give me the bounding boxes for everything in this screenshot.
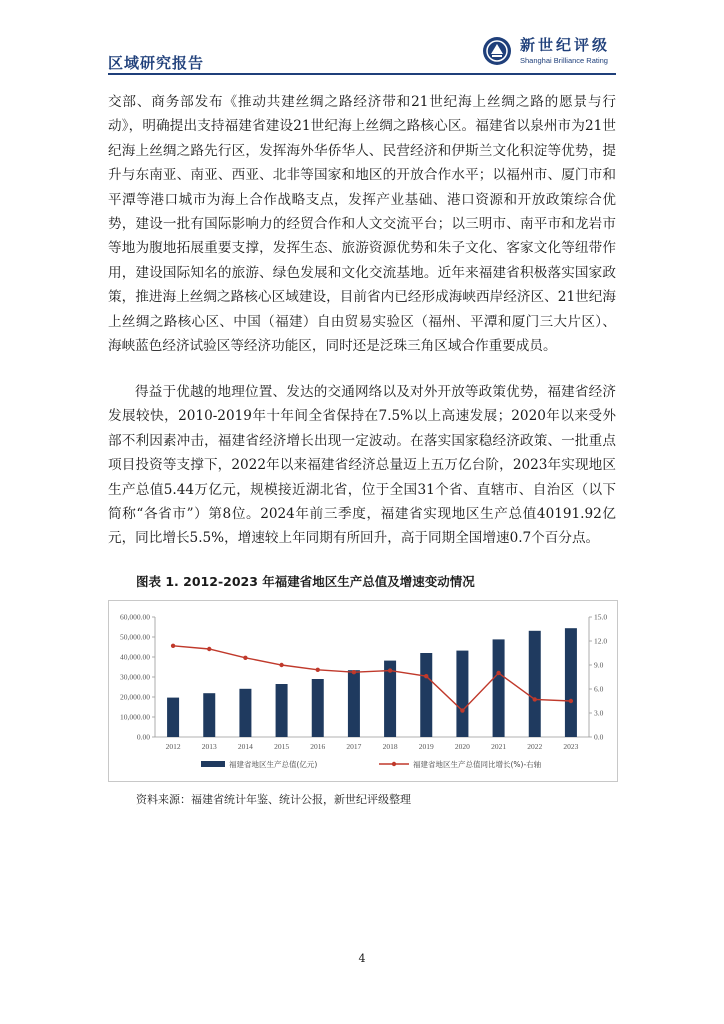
- report-title: 区域研究报告: [108, 54, 205, 72]
- gdp-bar: [420, 653, 432, 737]
- y-left-tick-label: 50,000.00: [120, 632, 150, 642]
- gdp-bar: [493, 639, 505, 737]
- growth-point: [533, 697, 537, 701]
- brand-name-cn: 新世纪评级: [520, 36, 611, 54]
- growth-point: [460, 708, 464, 712]
- legend-line-marker: [392, 762, 396, 766]
- y-right-tick-label: 6.0: [594, 684, 604, 694]
- growth-point: [279, 663, 283, 667]
- y-right-tick-label: 3.0: [594, 708, 604, 718]
- gdp-bar: [167, 698, 179, 737]
- gdp-bar: [203, 693, 215, 737]
- figure-source: 资料来源：福建省统计年鉴、统计公报，新世纪评级整理: [136, 793, 411, 806]
- x-tick-label: 2014: [237, 742, 253, 751]
- page-number: 4: [358, 952, 366, 965]
- y-left-tick-label: 60,000.00: [120, 612, 150, 622]
- y-left-tick-label: 10,000.00: [120, 712, 150, 722]
- growth-point: [569, 699, 573, 703]
- gdp-bar: [456, 651, 468, 737]
- x-tick-label: 2019: [418, 742, 434, 751]
- growth-point: [388, 668, 392, 672]
- header-divider: [108, 73, 616, 75]
- y-left-tick-label: 30,000.00: [120, 672, 150, 682]
- x-tick-label: 2016: [310, 742, 326, 751]
- x-tick-label: 2020: [454, 742, 470, 751]
- body-paragraph: 得益于优越的地理位置、发达的交通网络以及对外开放等政策优势，福建省经济发展较快，2010-2019年十年间全省保持在7.5%以上高速发展；2020年以来受外部不利因素冲击，福建省经济增长出现一定波动。在落实国家稳经济政策、一批重点项目投资等支撑下，2022年以来福建省经济总量迈上五万亿台阶，2023年实现地区生产总值5.44万亿元，规模接近湖北省，位于全国31个省、直辖市、自治区（以下简称“各省市”）第8位。2024年前三季度，福建省实现地区生产总值40191.92亿元，同比增长5.5%，增速较上年同期有所回升，高于同期全国增速0.7个百分点。: [108, 384, 616, 547]
- x-tick-label: 2021: [491, 742, 507, 751]
- growth-line: [173, 646, 571, 711]
- y-right-tick-label: 9.0: [594, 660, 604, 670]
- x-tick-label: 2017: [346, 742, 362, 751]
- gdp-bar: [529, 631, 541, 737]
- legend-bar-label: 福建省地区生产总值(亿元): [229, 760, 318, 769]
- y-right-tick-label: 15.0: [594, 612, 608, 622]
- growth-point: [171, 644, 175, 648]
- growth-point: [207, 647, 211, 651]
- brand-emblem-icon: [482, 36, 512, 66]
- growth-point: [316, 668, 320, 672]
- x-tick-label: 2013: [201, 742, 217, 751]
- brand-name-en: Shanghai Brilliance Rating: [520, 56, 608, 65]
- x-tick-label: 2022: [527, 742, 543, 751]
- x-tick-label: 2023: [563, 742, 579, 751]
- x-tick-label: 2018: [382, 742, 398, 751]
- brand-logo: [482, 34, 622, 70]
- growth-point: [243, 656, 247, 660]
- gdp-chart-svg: [109, 601, 617, 781]
- growth-point: [496, 671, 500, 675]
- gdp-bar: [239, 689, 251, 737]
- y-right-tick-label: 0.0: [594, 732, 604, 742]
- legend-line-label: 福建省地区生产总值同比增长(%)-右轴: [413, 760, 542, 769]
- gdp-bar: [565, 628, 577, 737]
- y-left-tick-label: 0.00: [136, 732, 150, 742]
- growth-point: [352, 670, 356, 674]
- body-paragraph: 交部、商务部发布《推动共建丝绸之路经济带和21世纪海上丝绸之路的愿景与行动》，明确提出支持福建省建设21世纪海上丝绸之路核心区。福建省以泉州市为21世纪海上丝绸之路先行区，发挥海外华侨华人、民营经济和伊斯兰文化积淀等优势，提升与东南亚、南亚、西亚、北非等国家和地区的开放合作水平；以福州市、厦门市和平潭等港口城市为海上合作战略支点，发挥产业基础、港口资源和开放政策综合优势，建设一批有国际影响力的经贸合作和人文交流平台；以三明市、南平市和龙岩市等地为腹地拓展重要支撑，发挥生态、旅游资源优势和朱子文化、客家文化等纽带作用，建设国际知名的旅游、绿色发展和文化交流基地。近年来福建省积极落实国家政策，推进海上丝绸之路核心区域建设，目前省内已经形成海峡西岸经济区、21世纪海上丝绸之路核心区、中国（福建）自由贸易实验区（福州、平潭和厦门三大片区）、海峡蓝色经济试验区等经济功能区，同时还是泛珠三角区域合作重要成员。: [108, 94, 616, 355]
- gdp-bar: [312, 679, 324, 737]
- figure-title: 图表 1. 2012-2023 年福建省地区生产总值及增速变动情况: [136, 574, 475, 589]
- x-tick-label: 2012: [165, 742, 181, 751]
- y-left-tick-label: 20,000.00: [120, 692, 150, 702]
- legend-bar-swatch: [201, 761, 225, 767]
- gdp-bar: [348, 670, 360, 737]
- growth-point: [424, 674, 428, 678]
- gdp-bar: [276, 684, 288, 737]
- gdp-chart: [108, 600, 618, 782]
- x-tick-label: 2015: [274, 742, 290, 751]
- y-left-tick-label: 40,000.00: [120, 652, 150, 662]
- y-right-tick-label: 12.0: [594, 636, 608, 646]
